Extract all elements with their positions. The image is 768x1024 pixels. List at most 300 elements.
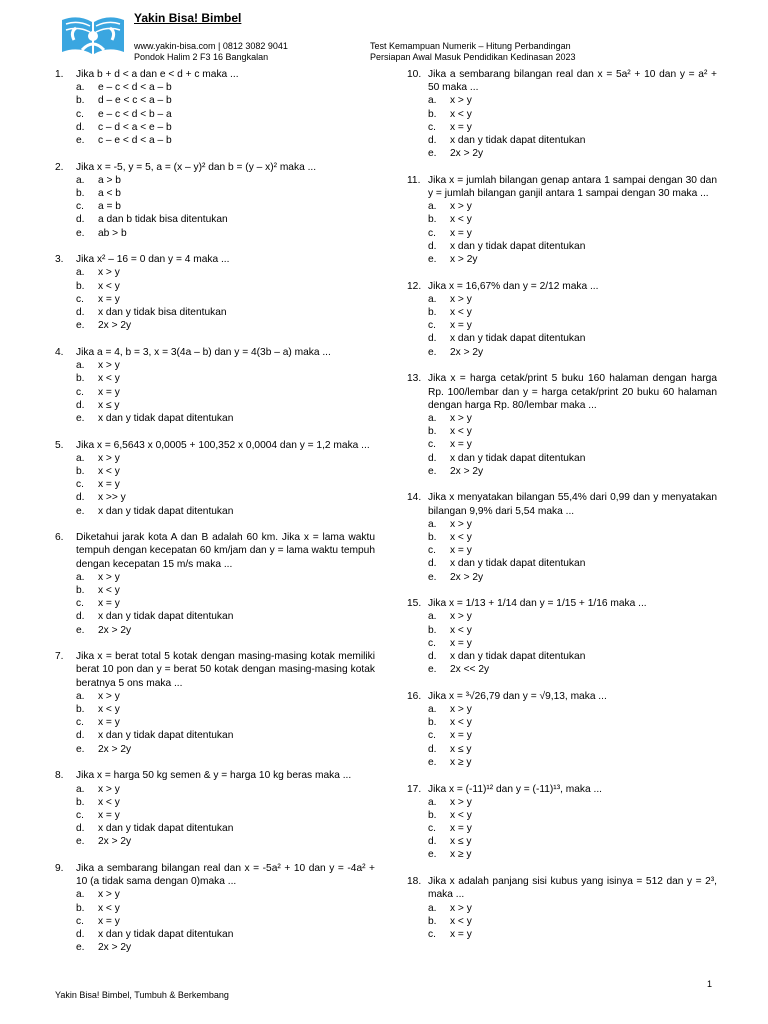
option-text: 2x > 2y: [450, 346, 484, 358]
answer-option: [407, 915, 717, 928]
answer-option: [55, 624, 375, 637]
option-text: x < y: [98, 465, 120, 477]
option-text: 2x > 2y: [450, 148, 484, 160]
contact-line: www.yakin-bisa.com | 0812 3082 9041: [134, 41, 288, 51]
question-number: 15.: [407, 598, 422, 610]
option-list: [407, 412, 717, 478]
option-letter: b.: [428, 108, 437, 120]
option-letter: e.: [76, 227, 85, 239]
answer-option: [407, 200, 717, 213]
question-item: [407, 491, 717, 583]
question-number: 14.: [407, 492, 422, 504]
question-number: 13.: [407, 373, 422, 385]
answer-option: [55, 902, 375, 915]
answer-option: [55, 174, 375, 187]
answer-option: [407, 637, 717, 650]
answer-option: [55, 213, 375, 226]
answer-option: [55, 597, 375, 610]
option-letter: d.: [76, 492, 85, 504]
option-letter: b.: [428, 531, 437, 543]
option-text: e – c < d < a – b: [98, 82, 172, 94]
answer-option: [55, 81, 375, 94]
option-list: [55, 571, 375, 637]
page-number: 1: [707, 979, 713, 989]
answer-option: [55, 452, 375, 465]
option-letter: a.: [428, 293, 437, 305]
question-text: Diketahui jarak kota A dan B adalah 60 km. Jika x = lama waktu tempuh dengan kecepatan 60 km/jam dan y = lama waktu tempuh dengan kecepatan 15 m/s maka ...: [76, 532, 375, 570]
option-letter: b.: [76, 796, 85, 808]
question-number: 2.: [55, 161, 64, 173]
option-text: x ≥ y: [450, 849, 472, 861]
question-item: [55, 862, 375, 954]
option-text: 2x > 2y: [98, 942, 132, 954]
option-letter: e.: [76, 320, 85, 332]
answer-option: [407, 332, 717, 345]
answer-option: [407, 716, 717, 729]
option-letter: e.: [76, 412, 85, 424]
option-text: ab > b: [98, 227, 127, 239]
option-text: x < y: [450, 307, 472, 319]
option-text: e – c < d < b – a: [98, 108, 172, 120]
option-letter: c.: [76, 293, 84, 305]
answer-option: [407, 571, 717, 584]
option-letter: b.: [76, 188, 85, 200]
question-text: Jika x = 16,67% dan y = 2/12 maka ...: [428, 280, 599, 292]
option-letter: d.: [428, 134, 437, 146]
answer-option: [407, 848, 717, 861]
question-number: 4.: [55, 346, 64, 358]
answer-option: [55, 280, 375, 293]
option-text: x dan y tidak dapat ditentukan: [98, 823, 234, 835]
option-text: x > 2y: [450, 254, 478, 265]
answer-option: [407, 703, 717, 716]
option-text: x > y: [98, 889, 120, 901]
option-letter: a.: [76, 571, 85, 583]
option-letter: c.: [76, 717, 84, 729]
option-letter: c.: [428, 823, 436, 835]
option-text: x ≤ y: [450, 743, 472, 755]
question-item: [55, 531, 375, 637]
option-text: x = y: [450, 439, 472, 451]
option-text: x ≥ y: [450, 756, 472, 768]
option-list: [55, 81, 375, 147]
answer-option: [55, 729, 375, 742]
option-text: x dan y tidak dapat ditentukan: [450, 240, 586, 252]
answer-option: [407, 319, 717, 332]
answer-option: [55, 491, 375, 504]
question-item: [407, 280, 717, 359]
option-text: x = y: [98, 809, 120, 821]
option-letter: b.: [76, 704, 85, 716]
answer-option: [407, 147, 717, 160]
option-text: x > y: [450, 902, 472, 914]
option-text: x > y: [98, 571, 120, 583]
open-book-logo-icon: [60, 10, 126, 62]
question-text: Jika x = harga cetak/print 5 buku 160 halaman dengan harga Rp. 100/lembar dan y = harga cetak/print 20 buku 60 halaman dengan harga Rp. 80/lembar maka ...: [428, 373, 717, 411]
option-list: [55, 690, 375, 756]
question-number: 1.: [55, 69, 64, 80]
option-letter: a.: [76, 690, 85, 702]
option-text: x = y: [450, 637, 472, 649]
question-text: Jika x = (-11)¹² dan y = (-11)¹³, maka ...: [428, 783, 602, 795]
answer-option: [407, 610, 717, 623]
answer-option: [55, 915, 375, 928]
answer-option: [407, 809, 717, 822]
answer-option: [55, 465, 375, 478]
option-letter: d.: [428, 836, 437, 848]
option-list: [407, 200, 717, 266]
option-letter: c.: [428, 637, 436, 649]
answer-option: [55, 716, 375, 729]
option-text: x > y: [450, 293, 472, 305]
option-letter: c.: [76, 809, 84, 821]
option-text: x dan y tidak dapat ditentukan: [98, 505, 234, 517]
question-text: Jika a = 4, b = 3, x = 3(4a – b) dan y = 4(3b – a) maka ...: [76, 346, 331, 358]
question-text: Jika b + d < a dan e < d + c maka ...: [76, 69, 239, 80]
option-letter: a.: [428, 611, 437, 623]
option-text: x > y: [98, 267, 120, 279]
option-letter: a.: [76, 783, 85, 795]
option-letter: c.: [76, 915, 84, 927]
footer-text: Yakin Bisa! Bimbel, Tumbuh & Berkembang: [55, 990, 229, 1000]
option-text: x < y: [450, 809, 472, 821]
option-text: 2x > 2y: [98, 320, 132, 332]
option-text: x > y: [98, 360, 120, 372]
option-letter: e.: [76, 836, 85, 848]
answer-option: [55, 783, 375, 796]
option-letter: d.: [428, 240, 437, 252]
brand-name: Yakin Bisa! Bimbel: [134, 11, 242, 25]
answer-option: [55, 835, 375, 848]
answer-option: [55, 134, 375, 147]
option-text: x > y: [98, 783, 120, 795]
answer-option: [55, 478, 375, 491]
option-list: [407, 518, 717, 584]
option-text: x ≤ y: [98, 399, 120, 411]
answer-option: [407, 796, 717, 809]
option-text: 2x > 2y: [450, 571, 484, 583]
answer-option: [407, 465, 717, 478]
option-letter: a.: [428, 704, 437, 716]
option-list: [407, 293, 717, 359]
option-text: x dan y tidak dapat ditentukan: [450, 452, 586, 464]
option-letter: d.: [428, 650, 437, 662]
question-item: [407, 372, 717, 478]
answer-option: [55, 412, 375, 425]
question-item: [55, 769, 375, 848]
answer-option: [407, 134, 717, 147]
option-letter: a.: [76, 452, 85, 464]
option-letter: c.: [76, 598, 84, 610]
option-letter: a.: [428, 201, 437, 213]
answer-option: [407, 756, 717, 769]
option-list: [407, 610, 717, 676]
option-letter: a.: [76, 360, 85, 372]
answer-option: [55, 809, 375, 822]
answer-option: [407, 518, 717, 531]
option-text: x dan y tidak dapat ditentukan: [450, 134, 586, 146]
option-letter: e.: [428, 254, 437, 265]
option-list: [407, 94, 717, 160]
answer-option: [55, 571, 375, 584]
option-text: x < y: [98, 373, 120, 385]
question-item: [55, 253, 375, 332]
option-letter: a.: [76, 174, 85, 186]
option-text: 2x > 2y: [98, 624, 132, 636]
answer-option: [407, 531, 717, 544]
test-title: Test Kemampuan Numerik – Hitung Perbandingan: [370, 41, 571, 51]
question-item: [55, 650, 375, 756]
option-text: x > y: [450, 95, 472, 107]
question-item: [55, 161, 375, 240]
option-text: d – e < c < a – b: [98, 95, 172, 107]
option-text: 2x > 2y: [450, 465, 484, 477]
option-letter: e.: [428, 148, 437, 160]
option-text: x < y: [98, 796, 120, 808]
question-number: 10.: [407, 69, 422, 80]
answer-option: [407, 835, 717, 848]
option-letter: b.: [76, 465, 85, 477]
option-text: x dan y tidak dapat ditentukan: [450, 650, 586, 662]
option-text: x dan y tidak dapat ditentukan: [98, 928, 234, 940]
option-text: x < y: [450, 108, 472, 120]
option-text: x = y: [450, 928, 472, 940]
question-item: [407, 875, 717, 941]
option-letter: a.: [76, 82, 85, 94]
answer-option: [55, 200, 375, 213]
option-list: [407, 902, 717, 942]
option-list: [55, 783, 375, 849]
answer-option: [407, 306, 717, 319]
option-text: x dan y tidak dapat ditentukan: [450, 333, 586, 345]
answer-option: [407, 253, 717, 266]
question-text: Jika x = berat total 5 kotak dengan masing-masing kotak memiliki berat 10 pon dan y = berat 50 kotak dengan masing-masing kotak beratnya 5 ons maka ...: [76, 651, 375, 689]
option-text: x < y: [450, 915, 472, 927]
answer-option: [407, 213, 717, 226]
question-text: Jika x = jumlah bilangan genap antara 1 sampai dengan 30 dan y = jumlah bilangan ganjil antara 1 sampai dengan 30 maka ...: [428, 174, 717, 200]
option-text: a > b: [98, 174, 121, 186]
option-text: x < y: [98, 585, 120, 596]
option-letter: d.: [428, 452, 437, 464]
answer-option: [55, 690, 375, 703]
answer-option: [407, 121, 717, 134]
test-subtitle: Persiapan Awal Masuk Pendidikan Kedinasan 2023: [370, 52, 576, 62]
question-number: 8.: [55, 770, 64, 782]
option-letter: c.: [428, 320, 436, 332]
option-letter: b.: [428, 717, 437, 729]
option-text: x dan y tidak dapat ditentukan: [98, 730, 234, 742]
option-text: c – e < d < a – b: [98, 134, 172, 146]
answer-option: [55, 584, 375, 597]
answer-option: [55, 266, 375, 279]
option-text: c – d < a < e – b: [98, 121, 172, 133]
question-text: Jika x² – 16 = 0 dan y = 4 maka ...: [76, 254, 230, 266]
option-letter: b.: [76, 902, 85, 914]
answer-option: [407, 346, 717, 359]
option-list: [55, 266, 375, 332]
option-text: x < y: [98, 704, 120, 716]
question-text: Jika a sembarang bilangan real dan x = -5a² + 10 dan y = -4a² + 10 (a tidak sama dengan 0)maka ...: [76, 862, 375, 888]
option-letter: b.: [428, 307, 437, 319]
answer-option: [55, 888, 375, 901]
option-text: x dan y tidak dapat ditentukan: [98, 611, 234, 623]
option-text: 2x > 2y: [98, 743, 132, 755]
option-text: x < y: [450, 426, 472, 438]
option-text: x < y: [450, 624, 472, 636]
option-text: x > y: [450, 611, 472, 623]
answer-option: [55, 319, 375, 332]
question-item: [407, 690, 717, 769]
answer-option: [55, 187, 375, 200]
option-text: x dan y tidak dapat ditentukan: [450, 558, 586, 570]
option-letter: d.: [76, 611, 85, 623]
option-letter: e.: [76, 134, 85, 146]
answer-option: [407, 412, 717, 425]
answer-option: [55, 796, 375, 809]
answer-option: [55, 306, 375, 319]
question-item: [55, 439, 375, 518]
option-letter: c.: [428, 545, 436, 557]
option-letter: b.: [428, 426, 437, 438]
option-letter: e.: [76, 942, 85, 954]
question-text: Jika x menyatakan bilangan 55,4% dari 0,99 dan y menyatakan bilangan 9,9% dari 5,54 maka ...: [428, 492, 717, 517]
question-text: Jika x = harga 50 kg semen & y = harga 10 kg beras maka ...: [76, 770, 352, 782]
option-letter: a.: [428, 902, 437, 914]
option-letter: e.: [76, 743, 85, 755]
answer-option: [407, 928, 717, 941]
answer-option: [407, 240, 717, 253]
question-item: [407, 174, 717, 266]
answer-option: [407, 663, 717, 676]
option-list: [55, 174, 375, 240]
address-line: Pondok Halim 2 F3 16 Bangkalan: [134, 52, 269, 62]
question-text: Jika x adalah panjang sisi kubus yang isinya = 512 dan y = 2³, maka ...: [428, 876, 717, 901]
answer-option: [407, 902, 717, 915]
answer-option: [407, 822, 717, 835]
question-number: 11.: [407, 174, 421, 186]
option-letter: c.: [76, 479, 84, 491]
answer-option: [407, 743, 717, 756]
option-letter: c.: [428, 121, 436, 133]
answer-option: [407, 557, 717, 570]
option-letter: a.: [76, 267, 85, 279]
option-letter: d.: [76, 730, 85, 742]
question-item: [55, 346, 375, 425]
option-letter: e.: [428, 346, 437, 358]
option-letter: d.: [76, 823, 85, 835]
question-number: 3.: [55, 254, 64, 266]
option-list: [407, 703, 717, 769]
option-text: x > y: [450, 704, 472, 716]
answer-option: [407, 729, 717, 742]
option-text: x = y: [98, 717, 120, 729]
option-letter: e.: [76, 505, 85, 517]
question-number: 7.: [55, 651, 64, 663]
option-text: x dan y tidak bisa ditentukan: [98, 307, 227, 319]
option-text: x = y: [450, 545, 472, 557]
option-letter: d.: [428, 333, 437, 345]
answer-option: [55, 386, 375, 399]
question-text: Jika x = -5, y = 5, a = (x – y)² dan b = (y – x)² maka ...: [76, 161, 317, 173]
option-letter: c.: [76, 386, 84, 398]
option-list: [55, 359, 375, 425]
option-letter: e.: [76, 624, 85, 636]
option-text: x = y: [450, 227, 472, 239]
option-letter: a.: [428, 518, 437, 530]
option-letter: c.: [428, 439, 436, 451]
option-letter: b.: [76, 95, 85, 107]
option-text: x = y: [450, 823, 472, 835]
option-text: x = y: [450, 320, 472, 332]
option-list: [55, 888, 375, 954]
question-item: [407, 597, 717, 676]
option-text: x < y: [98, 280, 120, 292]
answer-option: [55, 227, 375, 240]
option-letter: a.: [428, 95, 437, 107]
option-letter: b.: [428, 214, 437, 226]
question-item: [407, 68, 717, 160]
page-header: [60, 8, 720, 66]
option-letter: b.: [76, 280, 85, 292]
option-text: x > y: [450, 796, 472, 808]
question-text: Jika x = 6,5643 x 0,0005 + 100,352 x 0,0004 dan y = 1,2 maka ...: [76, 439, 370, 451]
option-text: x >> y: [98, 492, 126, 504]
option-letter: c.: [76, 201, 84, 213]
question-text: Jika x = 1/13 + 1/14 dan y = 1/15 + 1/16 maka ...: [428, 598, 647, 610]
answer-option: [55, 941, 375, 954]
answer-option: [407, 624, 717, 637]
option-text: x = y: [98, 479, 120, 491]
answer-option: [55, 822, 375, 835]
option-letter: c.: [428, 227, 436, 239]
answer-option: [55, 359, 375, 372]
question-item: [407, 783, 717, 862]
option-text: x = y: [98, 386, 120, 398]
option-letter: e.: [428, 664, 437, 676]
answer-option: [55, 743, 375, 756]
question-number: 6.: [55, 532, 64, 544]
answer-option: [407, 650, 717, 663]
left-column: [55, 68, 375, 968]
option-letter: b.: [428, 624, 437, 636]
option-letter: b.: [428, 809, 437, 821]
option-letter: d.: [76, 121, 85, 133]
answer-option: [55, 94, 375, 107]
option-text: 2x << 2y: [450, 664, 490, 676]
option-text: x > y: [450, 412, 472, 424]
option-letter: d.: [76, 214, 85, 226]
option-list: [407, 796, 717, 862]
option-letter: a.: [428, 796, 437, 808]
option-text: a < b: [98, 188, 121, 200]
option-letter: b.: [428, 915, 437, 927]
option-text: x < y: [450, 531, 472, 543]
answer-option: [55, 372, 375, 385]
question-number: 16.: [407, 690, 422, 702]
option-text: x = y: [98, 293, 120, 305]
answer-option: [407, 544, 717, 557]
option-text: x = y: [450, 730, 472, 742]
answer-option: [55, 121, 375, 134]
answer-option: [55, 399, 375, 412]
option-text: x > y: [98, 690, 120, 702]
option-text: x = y: [450, 121, 472, 133]
right-column: [407, 68, 717, 955]
question-item: [55, 68, 375, 147]
question-number: 18.: [407, 876, 422, 888]
option-letter: d.: [76, 399, 85, 411]
option-text: x < y: [450, 717, 472, 729]
